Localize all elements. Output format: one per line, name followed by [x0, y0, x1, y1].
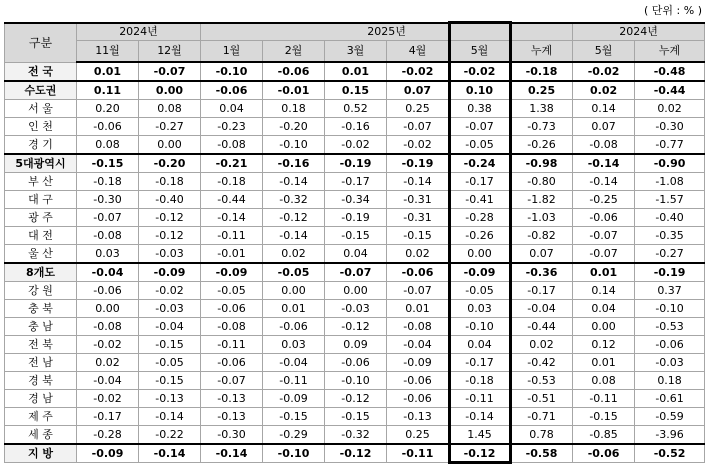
value-cell: 1.38 [511, 100, 573, 118]
value-cell: 0.09 [325, 336, 387, 354]
table-row [5, 354, 705, 372]
table-row [5, 154, 705, 173]
value-cell: -0.71 [511, 408, 573, 426]
region-label: 5대광역시 [5, 154, 77, 173]
value-cell: -0.18 [139, 173, 201, 191]
value-cell: -0.03 [139, 245, 201, 264]
value-cell: -0.10 [201, 62, 263, 81]
value-cell: -0.14 [449, 408, 511, 426]
value-cell: -0.11 [201, 336, 263, 354]
value-cell: 0.02 [635, 100, 705, 118]
value-cell: -0.11 [573, 390, 635, 408]
value-cell: -0.04 [139, 318, 201, 336]
value-cell: -0.61 [635, 390, 705, 408]
value-cell: -0.02 [573, 62, 635, 81]
value-cell: -0.32 [325, 426, 387, 445]
table-row [5, 282, 705, 300]
table-body [5, 62, 705, 463]
header-group-2025: 2025년 [201, 23, 573, 41]
value-cell: -0.82 [511, 227, 573, 245]
value-cell: -0.08 [77, 318, 139, 336]
header-col: 11월 [77, 41, 139, 63]
value-cell: 0.04 [449, 336, 511, 354]
table-row [5, 173, 705, 191]
value-cell: 0.25 [387, 100, 449, 118]
value-cell: -0.20 [139, 154, 201, 173]
value-cell: -0.34 [325, 191, 387, 209]
table-row [5, 408, 705, 426]
value-cell: -0.13 [387, 408, 449, 426]
value-cell: -0.15 [139, 336, 201, 354]
table-row [5, 81, 705, 100]
region-label: 서 울 [5, 100, 77, 118]
value-cell: 0.18 [263, 100, 325, 118]
table-row [5, 444, 705, 463]
value-cell: -0.09 [139, 263, 201, 282]
value-cell: -0.44 [511, 318, 573, 336]
value-cell: 1.45 [449, 426, 511, 445]
value-cell: -0.73 [511, 118, 573, 136]
region-label: 전 남 [5, 354, 77, 372]
value-cell: -0.36 [511, 263, 573, 282]
table-row [5, 118, 705, 136]
value-cell: -0.13 [201, 390, 263, 408]
value-cell: -0.10 [263, 136, 325, 155]
value-cell: -0.05 [139, 354, 201, 372]
value-cell: -0.31 [387, 191, 449, 209]
value-cell: 0.00 [139, 81, 201, 100]
value-cell: -0.04 [77, 263, 139, 282]
value-cell: -0.03 [325, 300, 387, 318]
header-col: 누계 [511, 41, 573, 63]
value-cell: 0.02 [387, 245, 449, 264]
value-cell: -0.07 [573, 245, 635, 264]
value-cell: -0.02 [77, 336, 139, 354]
value-cell: -0.85 [573, 426, 635, 445]
value-cell: 0.01 [573, 354, 635, 372]
value-cell: -0.51 [511, 390, 573, 408]
value-cell: -0.15 [139, 372, 201, 390]
value-cell: -0.08 [387, 318, 449, 336]
region-label: 전 북 [5, 336, 77, 354]
value-cell: -0.04 [511, 300, 573, 318]
value-cell: -0.14 [201, 444, 263, 463]
value-cell: -0.13 [139, 390, 201, 408]
value-cell: 0.04 [325, 245, 387, 264]
value-cell: 0.52 [325, 100, 387, 118]
value-cell: -0.07 [573, 227, 635, 245]
value-cell: -0.42 [511, 354, 573, 372]
region-label: 대 전 [5, 227, 77, 245]
table-row [5, 263, 705, 282]
header-col: 3월 [325, 41, 387, 63]
value-cell: -0.09 [449, 263, 511, 282]
value-cell: -0.09 [77, 444, 139, 463]
value-cell: 0.04 [201, 100, 263, 118]
value-cell: -0.90 [635, 154, 705, 173]
value-cell: -0.14 [573, 154, 635, 173]
value-cell: -0.40 [139, 191, 201, 209]
table-row [5, 209, 705, 227]
value-cell: 0.08 [573, 372, 635, 390]
value-cell: -1.57 [635, 191, 705, 209]
value-cell: -0.17 [449, 173, 511, 191]
value-cell: -0.12 [325, 444, 387, 463]
region-label: 경 남 [5, 390, 77, 408]
value-cell: -0.30 [201, 426, 263, 445]
value-cell: -0.02 [387, 136, 449, 155]
value-cell: -0.53 [511, 372, 573, 390]
value-cell: 0.01 [263, 300, 325, 318]
value-cell: -0.09 [387, 354, 449, 372]
value-cell: -1.82 [511, 191, 573, 209]
value-cell: -0.26 [511, 136, 573, 155]
region-label: 세 종 [5, 426, 77, 445]
value-cell: -0.48 [635, 62, 705, 81]
value-cell: -0.19 [325, 154, 387, 173]
value-cell: -0.15 [77, 154, 139, 173]
value-cell: -0.02 [387, 62, 449, 81]
value-cell: -0.06 [263, 318, 325, 336]
value-cell: -0.28 [77, 426, 139, 445]
value-cell: -0.17 [449, 354, 511, 372]
region-label: 인 천 [5, 118, 77, 136]
header-gubun: 구분 [5, 23, 77, 62]
value-cell: -0.02 [139, 282, 201, 300]
value-cell: -0.06 [325, 354, 387, 372]
value-cell: -0.19 [635, 263, 705, 282]
value-cell: -0.03 [635, 354, 705, 372]
value-cell: -0.16 [325, 118, 387, 136]
value-cell: -0.17 [325, 173, 387, 191]
region-label: 제 주 [5, 408, 77, 426]
value-cell: -0.14 [201, 209, 263, 227]
value-cell: -0.14 [263, 173, 325, 191]
value-cell: 0.20 [77, 100, 139, 118]
value-cell: -0.14 [139, 444, 201, 463]
value-cell: -0.25 [573, 191, 635, 209]
value-cell: -0.04 [263, 354, 325, 372]
region-label: 전 국 [5, 62, 77, 81]
table-row [5, 136, 705, 155]
value-cell: 0.03 [263, 336, 325, 354]
price-change-table [4, 22, 705, 463]
value-cell: 0.00 [449, 245, 511, 264]
value-cell: -0.30 [635, 118, 705, 136]
value-cell: -1.08 [635, 173, 705, 191]
value-cell: -0.77 [635, 136, 705, 155]
value-cell: -0.17 [77, 408, 139, 426]
header-col: 4월 [387, 41, 449, 63]
value-cell: -0.11 [449, 390, 511, 408]
value-cell: -0.19 [387, 154, 449, 173]
value-cell: -0.06 [573, 444, 635, 463]
value-cell: 0.10 [449, 81, 511, 100]
value-cell: -0.12 [139, 227, 201, 245]
value-cell: -0.06 [387, 372, 449, 390]
value-cell: -0.01 [263, 81, 325, 100]
value-cell: -0.18 [201, 173, 263, 191]
value-cell: -0.26 [449, 227, 511, 245]
unit-label: ( 단위 : % ) [644, 4, 702, 17]
value-cell: -0.06 [201, 300, 263, 318]
value-cell: -0.07 [325, 263, 387, 282]
value-cell: -0.18 [77, 173, 139, 191]
value-cell: -0.04 [387, 336, 449, 354]
value-cell: -0.15 [387, 227, 449, 245]
value-cell: -0.08 [201, 318, 263, 336]
value-cell: 0.14 [573, 282, 635, 300]
value-cell: -0.08 [201, 136, 263, 155]
value-cell: -0.06 [387, 390, 449, 408]
header-col: 12월 [139, 41, 201, 63]
value-cell: -0.59 [635, 408, 705, 426]
value-cell: -0.31 [387, 209, 449, 227]
value-cell: 0.14 [573, 100, 635, 118]
value-cell: -0.19 [325, 209, 387, 227]
value-cell: 0.04 [573, 300, 635, 318]
value-cell: -0.27 [139, 118, 201, 136]
value-cell: 0.25 [387, 426, 449, 445]
value-cell: -0.07 [139, 62, 201, 81]
value-cell: -0.02 [449, 62, 511, 81]
header-group-2024: 2024년 [77, 23, 201, 41]
value-cell: -0.08 [77, 227, 139, 245]
value-cell: -0.04 [77, 372, 139, 390]
value-cell: -0.11 [201, 227, 263, 245]
table-row [5, 191, 705, 209]
value-cell: -0.52 [635, 444, 705, 463]
value-cell: 0.00 [77, 300, 139, 318]
value-cell: -0.02 [325, 136, 387, 155]
value-cell: -0.14 [263, 227, 325, 245]
region-label: 지 방 [5, 444, 77, 463]
value-cell: 0.01 [325, 62, 387, 81]
value-cell: -3.96 [635, 426, 705, 445]
value-cell: -0.80 [511, 173, 573, 191]
value-cell: 0.01 [387, 300, 449, 318]
value-cell: -0.06 [201, 354, 263, 372]
value-cell: -1.03 [511, 209, 573, 227]
value-cell: -0.14 [573, 173, 635, 191]
region-label: 부 산 [5, 173, 77, 191]
region-label: 수도권 [5, 81, 77, 100]
value-cell: -0.12 [139, 209, 201, 227]
value-cell: -0.06 [77, 282, 139, 300]
value-cell: -0.07 [387, 118, 449, 136]
value-cell: -0.07 [387, 282, 449, 300]
value-cell: -0.07 [449, 118, 511, 136]
value-cell: -0.05 [201, 282, 263, 300]
value-cell: -0.17 [511, 282, 573, 300]
region-label: 울 산 [5, 245, 77, 264]
value-cell: -0.18 [511, 62, 573, 81]
table-row [5, 62, 705, 81]
value-cell: -0.15 [325, 408, 387, 426]
value-cell: 0.78 [511, 426, 573, 445]
value-cell: 0.02 [573, 81, 635, 100]
table-row [5, 372, 705, 390]
value-cell: 0.25 [511, 81, 573, 100]
value-cell: -0.40 [635, 209, 705, 227]
value-cell: -0.98 [511, 154, 573, 173]
value-cell: -0.06 [635, 336, 705, 354]
value-cell: -0.21 [201, 154, 263, 173]
value-cell: 0.00 [325, 282, 387, 300]
value-cell: 0.08 [77, 136, 139, 155]
value-cell: 0.01 [77, 62, 139, 81]
value-cell: -0.41 [449, 191, 511, 209]
header-col: 누계 [635, 41, 705, 63]
value-cell: 0.37 [635, 282, 705, 300]
value-cell: -0.13 [201, 408, 263, 426]
value-cell: -0.10 [635, 300, 705, 318]
value-cell: -0.30 [77, 191, 139, 209]
value-cell: -0.08 [573, 136, 635, 155]
value-cell: -0.24 [449, 154, 511, 173]
value-cell: 0.00 [573, 318, 635, 336]
value-cell: 0.12 [573, 336, 635, 354]
region-label: 8개도 [5, 263, 77, 282]
value-cell: -0.07 [201, 372, 263, 390]
value-cell: 0.38 [449, 100, 511, 118]
table-row [5, 318, 705, 336]
value-cell: -0.01 [201, 245, 263, 264]
value-cell: -0.44 [635, 81, 705, 100]
value-cell: 0.07 [387, 81, 449, 100]
value-cell: -0.10 [325, 372, 387, 390]
region-label: 강 원 [5, 282, 77, 300]
region-label: 경 기 [5, 136, 77, 155]
value-cell: -0.20 [263, 118, 325, 136]
table-row [5, 300, 705, 318]
value-cell: -0.44 [201, 191, 263, 209]
table-row [5, 245, 705, 264]
value-cell: -0.05 [449, 282, 511, 300]
value-cell: -0.14 [387, 173, 449, 191]
header-col: 2월 [263, 41, 325, 63]
header-col: 5월 [449, 41, 511, 63]
value-cell: -0.29 [263, 426, 325, 445]
value-cell: -0.23 [201, 118, 263, 136]
value-cell: -0.09 [263, 390, 325, 408]
value-cell: -0.06 [387, 263, 449, 282]
value-cell: 0.11 [77, 81, 139, 100]
value-cell: -0.15 [263, 408, 325, 426]
value-cell: -0.02 [77, 390, 139, 408]
region-label: 경 북 [5, 372, 77, 390]
value-cell: -0.05 [263, 263, 325, 282]
value-cell: -0.12 [325, 390, 387, 408]
value-cell: -0.53 [635, 318, 705, 336]
value-cell: 0.00 [139, 136, 201, 155]
value-cell: -0.32 [263, 191, 325, 209]
value-cell: 0.07 [511, 245, 573, 264]
value-cell: -0.05 [449, 136, 511, 155]
header-col: 1월 [201, 41, 263, 63]
value-cell: 0.07 [573, 118, 635, 136]
value-cell: -0.14 [139, 408, 201, 426]
header-group-2024-prev: 2024년 [573, 23, 705, 41]
value-cell: 0.08 [139, 100, 201, 118]
value-cell: -0.58 [511, 444, 573, 463]
value-cell: -0.12 [325, 318, 387, 336]
region-label: 충 남 [5, 318, 77, 336]
value-cell: -0.18 [449, 372, 511, 390]
value-cell: 0.00 [263, 282, 325, 300]
value-cell: 0.01 [573, 263, 635, 282]
value-cell: -0.06 [201, 81, 263, 100]
value-cell: -0.28 [449, 209, 511, 227]
value-cell: 0.03 [77, 245, 139, 264]
value-cell: -0.09 [201, 263, 263, 282]
region-label: 충 북 [5, 300, 77, 318]
region-label: 광 주 [5, 209, 77, 227]
value-cell: 0.18 [635, 372, 705, 390]
value-cell: -0.06 [263, 62, 325, 81]
table-row [5, 100, 705, 118]
value-cell: -0.06 [573, 209, 635, 227]
value-cell: -0.16 [263, 154, 325, 173]
value-cell: -0.11 [263, 372, 325, 390]
value-cell: -0.06 [77, 118, 139, 136]
value-cell: 0.02 [263, 245, 325, 264]
table-row [5, 336, 705, 354]
region-label: 대 구 [5, 191, 77, 209]
value-cell: -0.15 [573, 408, 635, 426]
value-cell: -0.11 [387, 444, 449, 463]
value-cell: -0.15 [325, 227, 387, 245]
value-cell: 0.02 [77, 354, 139, 372]
value-cell: -0.27 [635, 245, 705, 264]
value-cell: -0.03 [139, 300, 201, 318]
value-cell: 0.02 [511, 336, 573, 354]
table-row [5, 390, 705, 408]
value-cell: -0.07 [77, 209, 139, 227]
table-row [5, 426, 705, 445]
value-cell: -0.12 [449, 444, 511, 463]
value-cell: -0.22 [139, 426, 201, 445]
value-cell: -0.10 [449, 318, 511, 336]
value-cell: -0.35 [635, 227, 705, 245]
table-row [5, 227, 705, 245]
value-cell: -0.12 [263, 209, 325, 227]
header-col: 5월 [573, 41, 635, 63]
value-cell: 0.15 [325, 81, 387, 100]
value-cell: -0.10 [263, 444, 325, 463]
value-cell: 0.03 [449, 300, 511, 318]
